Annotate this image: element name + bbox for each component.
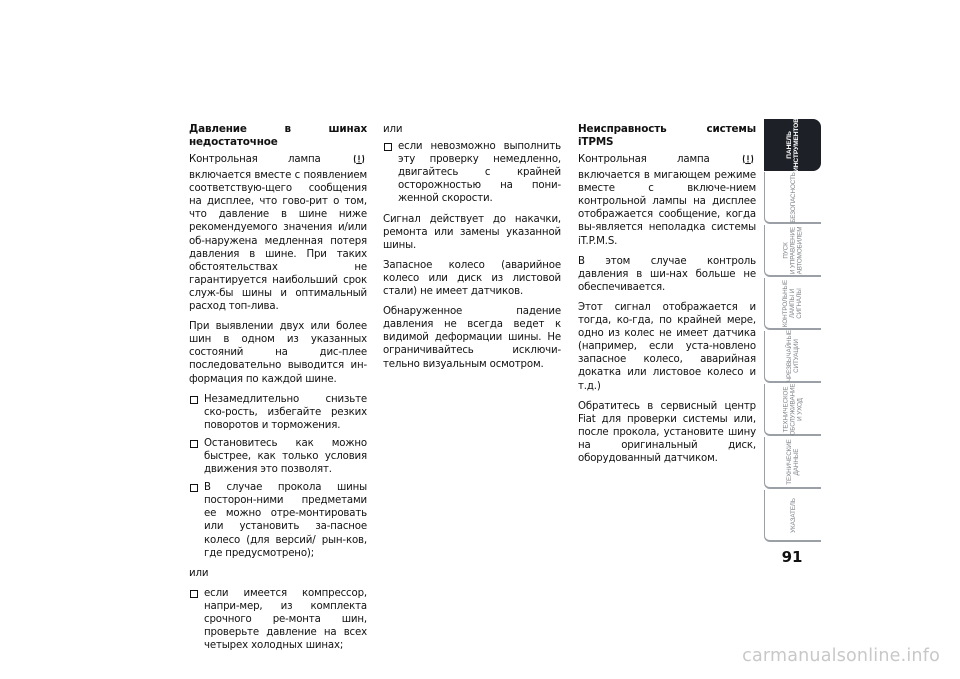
paragraph: В этом случае контроль давления в ши-нах больше не обеспечивается. [578, 255, 756, 293]
tire-pressure-warning-icon [353, 153, 365, 169]
column-right [578, 123, 756, 472]
column-middle [383, 123, 561, 378]
list-item: Остановитесь как можно быстрее, как только условия движения это позволят. [189, 437, 367, 476]
paragraph-or: или [383, 124, 403, 135]
paragraph: При выявлении двух или более шин в одном из указанных состояний на дис-плее последовательно выводится ин-формация по каждой шине. [189, 321, 367, 385]
paragraph: Запасное колесо (аварийное колесо или диск из листовой стали) не имеет датчиков. [383, 259, 561, 298]
paragraph-or: или [189, 567, 209, 579]
tab-starting-driving[interactable]: ПУСК И УПРАВЛЕНИЕ АВТОМОБИЛЕМ [764, 225, 821, 277]
heading-itpms-fault: Неисправность системы iTPMS [578, 123, 756, 148]
paragraph: Обнаруженное падение давления не всегда ведет к видимой деформации шины. Не ограничивайтесь исключи-тельно визуальным осмотром. [383, 306, 561, 370]
tab-technical-data[interactable]: ТЕХНИЧЕСКИЕ ДАННЫЕ [764, 437, 821, 489]
bullet-list [383, 140, 561, 205]
tab-emergency[interactable]: ЧРЕЗВЫЧАЙНЫЕ СИТУАЦИИ [764, 331, 821, 383]
section-tabs [764, 119, 821, 543]
list-item: если имеется компрессор, напри-мер, из комплекта срочного ре-монта шин, проверьте давление на всех четырех холодных шинах; [189, 587, 367, 652]
tab-index[interactable]: УКАЗАТЕЛЬ [764, 490, 821, 542]
list-item: если невозможно выполнить эту проверку немедленно, двигайтесь с крайней осторожностью на пони-женной скорости. [383, 140, 561, 205]
heading-low-pressure: Давление в шинах недостаточное [189, 123, 367, 148]
paragraph: Контрольная лампа включается в мигающем режиме вместе с включе-нием контрольной лампы на дисплее отображается сообщение, когда вы-является неполадка системы iT.P.M.S. [578, 154, 756, 247]
tab-safety[interactable]: БЕЗОПАСНОСТЬ [764, 172, 821, 224]
list-item: Незамедлительно снизьте ско-рость, избегайте резких поворотов и торможения. [189, 393, 367, 432]
paragraph: Этот сигнал отображается и тогда, ко-гда, по крайней мере, одно из колес не имеет датчика (например, если уста-новлено запасное колесо, аварийная докатка или листовое колесо и т.д.) [578, 301, 756, 392]
bullet-list [189, 393, 367, 560]
column-left [189, 123, 367, 659]
paragraph: Сигнал действует до накачки, ремонта или замены указанной шины. [383, 213, 561, 251]
tire-pressure-warning-icon [742, 153, 754, 169]
page-number: 91 [781, 548, 803, 566]
tab-maintenance[interactable]: ТЕХНИЧЕСКОЕ ОБСЛУЖИВАНИЕ И УХОД [764, 384, 821, 436]
tab-warning-lights[interactable]: КОНТРОЛЬНЫЕ ЛАМПЫ И СИГНАЛЫ [764, 278, 821, 330]
tab-instrument-panel[interactable]: ПАНЕЛЬ ИНСТРУМЕНТОВ [764, 119, 821, 171]
watermark: carmanualsonline.info [742, 646, 940, 666]
list-item: В случае прокола шины посторон-ними предметами ее можно отре-монтировать или установить за-пасное колесо (для версий/ рын-ков, где предусмотрено); [189, 481, 367, 560]
bullet-list [189, 587, 367, 652]
paragraph: Обратитесь в сервисный центр Fiat для проверки системы или, после прокола, установите шину на оригинальный диск, оборудованный датчиком. [578, 400, 756, 464]
paragraph: Контрольная лампа включается вместе с появлением соответствую-щего сообщения на дисплее, что гово-рит о том, что давление в шине ниже рекомендуемого значения и/или об-наружена медленная потеря давления в шине. При таких обстоятельствах не гарантируется наибольший срок служ-бы шины и оптимальный расход топ-лива. [189, 154, 367, 313]
